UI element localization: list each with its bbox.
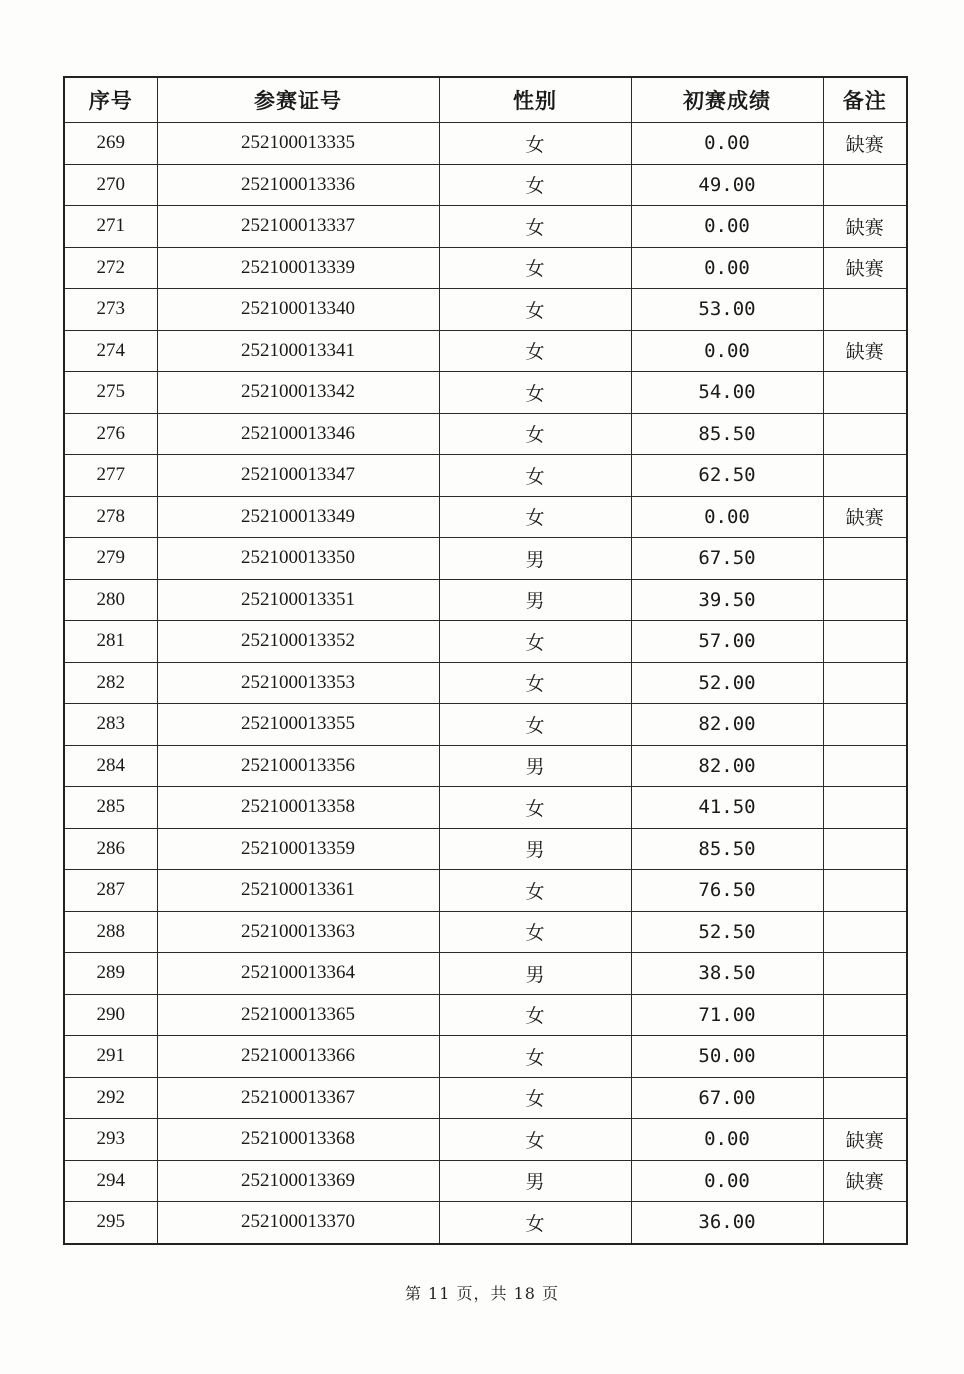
cell-score: 52.00 [631, 662, 823, 704]
table-row [64, 496, 907, 538]
cell-index: 279 [64, 538, 157, 580]
cell-ticket-number: 252100013342 [157, 372, 439, 414]
cell-index: 285 [64, 787, 157, 829]
cell-ticket-number: 252100013341 [157, 330, 439, 372]
cell-ticket-number: 252100013361 [157, 870, 439, 912]
table-row [64, 123, 907, 165]
cell-score: 67.00 [631, 1077, 823, 1119]
cell-score: 71.00 [631, 994, 823, 1036]
cell-gender: 女 [439, 662, 631, 704]
cell-gender: 女 [439, 206, 631, 248]
cell-ticket-number: 252100013349 [157, 496, 439, 538]
cell-index: 283 [64, 704, 157, 746]
cell-ticket-number: 252100013363 [157, 911, 439, 953]
table-row [64, 289, 907, 331]
cell-gender: 男 [439, 579, 631, 621]
cell-score: 49.00 [631, 164, 823, 206]
cell-ticket-number: 252100013365 [157, 994, 439, 1036]
cell-score: 53.00 [631, 289, 823, 331]
cell-index: 272 [64, 247, 157, 289]
table-row [64, 330, 907, 372]
cell-ticket-number: 252100013340 [157, 289, 439, 331]
cell-ticket-number: 252100013358 [157, 787, 439, 829]
cell-ticket-number: 252100013353 [157, 662, 439, 704]
cell-gender: 女 [439, 704, 631, 746]
cell-ticket-number: 252100013366 [157, 1036, 439, 1078]
cell-gender: 女 [439, 455, 631, 497]
cell-gender: 女 [439, 164, 631, 206]
cell-remarks [823, 911, 907, 953]
cell-gender: 女 [439, 1119, 631, 1161]
cell-score: 0.00 [631, 123, 823, 165]
cell-score: 85.50 [631, 828, 823, 870]
cell-index: 277 [64, 455, 157, 497]
cell-index: 281 [64, 621, 157, 663]
cell-score: 0.00 [631, 1119, 823, 1161]
header-index: 序号 [64, 77, 157, 123]
cell-gender: 女 [439, 1036, 631, 1078]
cell-score: 82.00 [631, 704, 823, 746]
cell-remarks [823, 828, 907, 870]
cell-gender: 女 [439, 1077, 631, 1119]
cell-remarks [823, 579, 907, 621]
cell-remarks [823, 621, 907, 663]
cell-index: 282 [64, 662, 157, 704]
cell-ticket-number: 252100013347 [157, 455, 439, 497]
table-row [64, 372, 907, 414]
header-ticket-number: 参赛证号 [157, 77, 439, 123]
cell-index: 271 [64, 206, 157, 248]
cell-score: 76.50 [631, 870, 823, 912]
cell-gender: 男 [439, 745, 631, 787]
cell-remarks [823, 745, 907, 787]
cell-score: 67.50 [631, 538, 823, 580]
table-row [64, 787, 907, 829]
cell-remarks [823, 538, 907, 580]
cell-index: 273 [64, 289, 157, 331]
cell-ticket-number: 252100013339 [157, 247, 439, 289]
cell-index: 270 [64, 164, 157, 206]
header-preliminary-score: 初赛成绩 [631, 77, 823, 123]
cell-remarks: 缺赛 [823, 123, 907, 165]
table-row [64, 1160, 907, 1202]
cell-remarks [823, 372, 907, 414]
cell-gender: 男 [439, 538, 631, 580]
cell-gender: 女 [439, 247, 631, 289]
table-row [64, 1119, 907, 1161]
cell-remarks [823, 164, 907, 206]
cell-index: 294 [64, 1160, 157, 1202]
cell-gender: 女 [439, 123, 631, 165]
table-row [64, 745, 907, 787]
cell-remarks: 缺赛 [823, 1119, 907, 1161]
cell-gender: 女 [439, 289, 631, 331]
cell-remarks [823, 413, 907, 455]
table-row [64, 828, 907, 870]
header-gender: 性别 [439, 77, 631, 123]
cell-remarks: 缺赛 [823, 330, 907, 372]
cell-remarks: 缺赛 [823, 496, 907, 538]
cell-gender: 女 [439, 994, 631, 1036]
cell-gender: 男 [439, 828, 631, 870]
cell-remarks: 缺赛 [823, 247, 907, 289]
cell-gender: 女 [439, 911, 631, 953]
table-row [64, 870, 907, 912]
cell-index: 295 [64, 1202, 157, 1244]
cell-index: 284 [64, 745, 157, 787]
cell-index: 286 [64, 828, 157, 870]
cell-remarks [823, 787, 907, 829]
cell-gender: 男 [439, 1160, 631, 1202]
cell-gender: 女 [439, 870, 631, 912]
cell-score: 54.00 [631, 372, 823, 414]
cell-remarks [823, 455, 907, 497]
cell-score: 41.50 [631, 787, 823, 829]
cell-remarks [823, 289, 907, 331]
table-row [64, 247, 907, 289]
table-row [64, 994, 907, 1036]
cell-remarks [823, 1036, 907, 1078]
cell-score: 0.00 [631, 496, 823, 538]
table-header-row [64, 77, 907, 123]
cell-ticket-number: 252100013369 [157, 1160, 439, 1202]
cell-ticket-number: 252100013350 [157, 538, 439, 580]
cell-remarks [823, 704, 907, 746]
cell-ticket-number: 252100013335 [157, 123, 439, 165]
cell-remarks: 缺赛 [823, 206, 907, 248]
cell-gender: 女 [439, 413, 631, 455]
cell-index: 276 [64, 413, 157, 455]
table-row [64, 1077, 907, 1119]
cell-score: 52.50 [631, 911, 823, 953]
cell-ticket-number: 252100013356 [157, 745, 439, 787]
cell-ticket-number: 252100013355 [157, 704, 439, 746]
table-row [64, 538, 907, 580]
cell-ticket-number: 252100013346 [157, 413, 439, 455]
cell-score: 0.00 [631, 330, 823, 372]
cell-ticket-number: 252100013351 [157, 579, 439, 621]
table-row [64, 164, 907, 206]
cell-index: 293 [64, 1119, 157, 1161]
page-footer: 第 11 页，共 18 页 [404, 1284, 560, 1303]
cell-remarks [823, 662, 907, 704]
header-remarks: 备注 [823, 77, 907, 123]
cell-index: 287 [64, 870, 157, 912]
cell-gender: 女 [439, 496, 631, 538]
cell-score: 50.00 [631, 1036, 823, 1078]
cell-index: 278 [64, 496, 157, 538]
cell-score: 62.50 [631, 455, 823, 497]
table-row [64, 579, 907, 621]
cell-remarks [823, 994, 907, 1036]
table-row [64, 413, 907, 455]
cell-ticket-number: 252100013359 [157, 828, 439, 870]
cell-index: 290 [64, 994, 157, 1036]
cell-index: 291 [64, 1036, 157, 1078]
cell-ticket-number: 252100013370 [157, 1202, 439, 1244]
cell-index: 280 [64, 579, 157, 621]
cell-remarks [823, 1202, 907, 1244]
cell-ticket-number: 252100013364 [157, 953, 439, 995]
cell-index: 269 [64, 123, 157, 165]
cell-score: 82.00 [631, 745, 823, 787]
cell-index: 288 [64, 911, 157, 953]
table-row [64, 455, 907, 497]
cell-remarks: 缺赛 [823, 1160, 907, 1202]
cell-ticket-number: 252100013352 [157, 621, 439, 663]
table-body [64, 123, 907, 1244]
table-row [64, 704, 907, 746]
cell-score: 38.50 [631, 953, 823, 995]
cell-score: 57.00 [631, 621, 823, 663]
cell-remarks [823, 1077, 907, 1119]
cell-gender: 女 [439, 1202, 631, 1244]
cell-gender: 女 [439, 621, 631, 663]
table-row [64, 662, 907, 704]
cell-gender: 女 [439, 330, 631, 372]
cell-ticket-number: 252100013336 [157, 164, 439, 206]
table-row [64, 621, 907, 663]
table-row [64, 1202, 907, 1244]
cell-index: 289 [64, 953, 157, 995]
cell-gender: 男 [439, 953, 631, 995]
cell-gender: 女 [439, 787, 631, 829]
cell-index: 274 [64, 330, 157, 372]
cell-remarks [823, 870, 907, 912]
cell-index: 292 [64, 1077, 157, 1119]
table-row [64, 206, 907, 248]
cell-score: 85.50 [631, 413, 823, 455]
cell-score: 0.00 [631, 206, 823, 248]
cell-index: 275 [64, 372, 157, 414]
cell-ticket-number: 252100013337 [157, 206, 439, 248]
results-table [63, 76, 908, 1245]
cell-gender: 女 [439, 372, 631, 414]
cell-score: 39.50 [631, 579, 823, 621]
table-row [64, 1036, 907, 1078]
cell-ticket-number: 252100013367 [157, 1077, 439, 1119]
cell-ticket-number: 252100013368 [157, 1119, 439, 1161]
table-row [64, 911, 907, 953]
cell-score: 0.00 [631, 1160, 823, 1202]
cell-remarks [823, 953, 907, 995]
cell-score: 0.00 [631, 247, 823, 289]
cell-score: 36.00 [631, 1202, 823, 1244]
table-row [64, 953, 907, 995]
